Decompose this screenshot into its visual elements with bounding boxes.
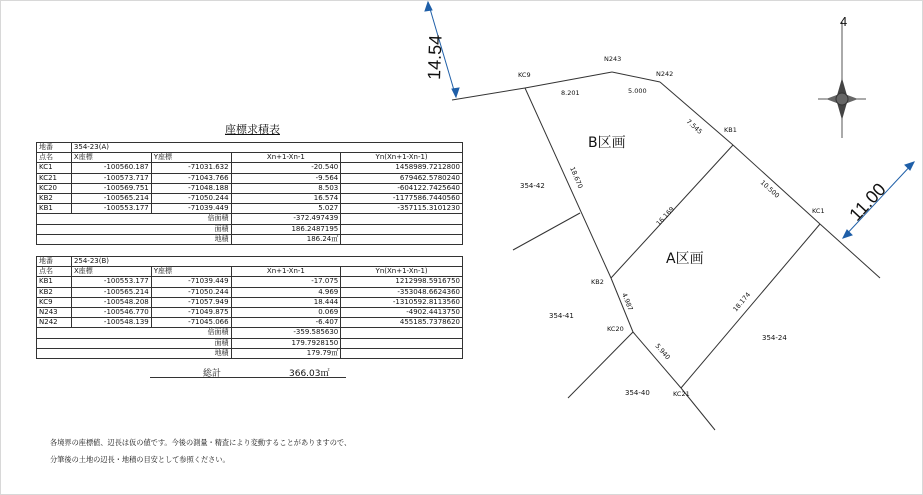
road-edge-left	[452, 88, 525, 100]
arrowhead-icon	[425, 2, 432, 11]
header-cell: X座標	[71, 267, 151, 277]
table-cell: KB1	[37, 277, 72, 287]
point-label-kb2: KB2	[591, 278, 604, 286]
arrowhead-icon	[905, 162, 914, 170]
table-cell: -353048.6624360	[341, 287, 463, 297]
lot-value: 254-23(B)	[71, 257, 462, 267]
table-cell: -1177586.7440560	[341, 193, 463, 203]
table-cell: KB1	[37, 204, 72, 214]
boundary-kc1-kc21	[681, 224, 820, 388]
arrowhead-icon	[843, 230, 852, 238]
summary-label: 面積	[37, 338, 232, 348]
table-cell: 1212998.5916750	[341, 277, 463, 287]
table-cell: -100560.187	[71, 163, 151, 173]
point-label-kc9: KC9	[518, 71, 531, 79]
table-cell: -1310592.8113560	[341, 297, 463, 307]
table-cell: -71048.188	[151, 183, 231, 193]
table-cell: -100565.214	[71, 287, 151, 297]
edge-length: 10.500	[758, 178, 781, 200]
boundary-kb1-kc1	[733, 145, 820, 224]
table-cell: -71043.766	[151, 173, 231, 183]
boundary-n242-kb1	[660, 82, 733, 145]
edge-length: 7.545	[684, 117, 704, 136]
table-cell: -71039.449	[151, 277, 231, 287]
table-cell: -604122.7425640	[341, 183, 463, 193]
header-cell: Yn(Xn+1-Xn-1)	[341, 153, 463, 163]
parcel-label-a: A区画	[666, 251, 704, 267]
summary-value: 186.2487195	[231, 224, 341, 234]
table-cell: -100548.139	[71, 318, 151, 328]
neighbor-lot: 354-41	[549, 312, 574, 320]
point-label-n243: N243	[604, 55, 622, 63]
table-cell: -71050.244	[151, 287, 231, 297]
header-cell: X座標	[71, 153, 151, 163]
point-label-kc20: KC20	[607, 325, 624, 333]
table-cell: 4.969	[231, 287, 341, 297]
north-symbol: 4	[840, 14, 848, 29]
parcel-label-b: B区画	[588, 135, 626, 151]
point-label-kc21: KC21	[673, 390, 690, 398]
table-cell: KB2	[37, 287, 72, 297]
table-cell: 0.069	[231, 307, 341, 317]
boundary-kc21-kc20	[633, 332, 681, 388]
table-cell: -6.407	[231, 318, 341, 328]
edge-length: 18.670	[568, 165, 585, 190]
table-cell: 16.574	[231, 193, 341, 203]
table-cell: N242	[37, 318, 72, 328]
neighbor-lot: 354-42	[520, 182, 545, 190]
header-cell: Xn+1-Xn-1	[231, 267, 341, 277]
table-cell: -100548.208	[71, 297, 151, 307]
table-cell: KC1	[37, 163, 72, 173]
table-cell: 8.503	[231, 183, 341, 193]
header-cell: Y座標	[151, 267, 231, 277]
table-cell: 1458989.7212800	[341, 163, 463, 173]
table-cell: -100565.214	[71, 193, 151, 203]
edge-length: 16.169	[654, 205, 676, 228]
table-cell: -71050.244	[151, 193, 231, 203]
table-cell: -71031.632	[151, 163, 231, 173]
road-width-label: 14.54	[424, 34, 446, 81]
summary-value: -359.585630	[231, 328, 341, 338]
table-cell: -100546.770	[71, 307, 151, 317]
table-cell: 18.444	[231, 297, 341, 307]
table-cell: -4902.4413750	[341, 307, 463, 317]
summary-value: -372.497439	[231, 214, 341, 224]
point-label-n242: N242	[656, 70, 674, 78]
summary-label: 地積	[37, 348, 232, 358]
table-cell: -100553.177	[71, 277, 151, 287]
arrowhead-icon	[452, 88, 459, 97]
total-label: 総計	[203, 369, 222, 379]
lot-value: 354-23(A)	[71, 143, 462, 153]
total-value: 366.03㎡	[289, 369, 330, 379]
table-cell: -357115.3101230	[341, 204, 463, 214]
neighbor-lot: 354-24	[762, 334, 787, 342]
edge-length: 5.940	[653, 342, 672, 362]
point-label-kc1: KC1	[812, 207, 825, 215]
lot-label: 地番	[37, 143, 72, 153]
edge-length: 8.201	[561, 89, 580, 97]
neighbor-lot: 354-40	[625, 389, 650, 397]
summary-value: 179.7928150	[231, 338, 341, 348]
table-cell: -71039.449	[151, 204, 231, 214]
north-arrow-icon	[818, 14, 866, 138]
header-cell: Yn(Xn+1-Xn-1)	[341, 267, 463, 277]
note-line-1: 各境界の座標値、辺長は仮の値です。今後の測量・精査により変動することがありますので、	[50, 438, 352, 447]
table-cell: -71049.875	[151, 307, 231, 317]
neighbor-line-354-42	[513, 213, 580, 250]
edge-length: 5.000	[628, 87, 647, 95]
table-cell: KB2	[37, 193, 72, 203]
header-cell: 点名	[37, 153, 72, 163]
table-title: 座標求積表	[225, 123, 280, 136]
summary-label: 倍面積	[37, 214, 232, 224]
summary-value: 179.79㎡	[231, 348, 341, 358]
table-cell: -9.564	[231, 173, 341, 183]
boundary-kc9-n243	[525, 72, 612, 88]
road-edge-right	[820, 224, 880, 278]
table-cell: KC20	[37, 183, 72, 193]
lot-label: 地番	[37, 257, 72, 267]
note-line-2: 分筆後の土地の辺長・地積の目安として参照ください。	[50, 455, 230, 464]
table-cell: -71045.066	[151, 318, 231, 328]
road-width-label: 11.00	[845, 179, 890, 225]
table-cell: -20.540	[231, 163, 341, 173]
neighbor-line-354-41	[568, 332, 633, 398]
table-cell: KC9	[37, 297, 72, 307]
header-cell: 点名	[37, 267, 72, 277]
table-cell: 5.027	[231, 204, 341, 214]
table-cell: KC21	[37, 173, 72, 183]
summary-label: 面積	[37, 224, 232, 234]
edge-length: 4.987	[620, 291, 635, 313]
table-cell: -100573.717	[71, 173, 151, 183]
table-cell: -17.075	[231, 277, 341, 287]
header-cell: Y座標	[151, 153, 231, 163]
boundary-n243-n242	[612, 72, 660, 82]
table-cell: -100553.177	[71, 204, 151, 214]
point-label-kb1: KB1	[724, 126, 737, 134]
summary-label: 地積	[37, 234, 232, 244]
summary-value: 186.24㎡	[231, 234, 341, 244]
table-cell: 679462.5780240	[341, 173, 463, 183]
header-cell: Xn+1-Xn-1	[231, 153, 341, 163]
table-cell: -100569.751	[71, 183, 151, 193]
table-cell: N243	[37, 307, 72, 317]
edge-length: 18.174	[731, 290, 753, 314]
table-cell: 455185.7378620	[341, 318, 463, 328]
summary-label: 倍面積	[37, 328, 232, 338]
table-cell: -71057.949	[151, 297, 231, 307]
